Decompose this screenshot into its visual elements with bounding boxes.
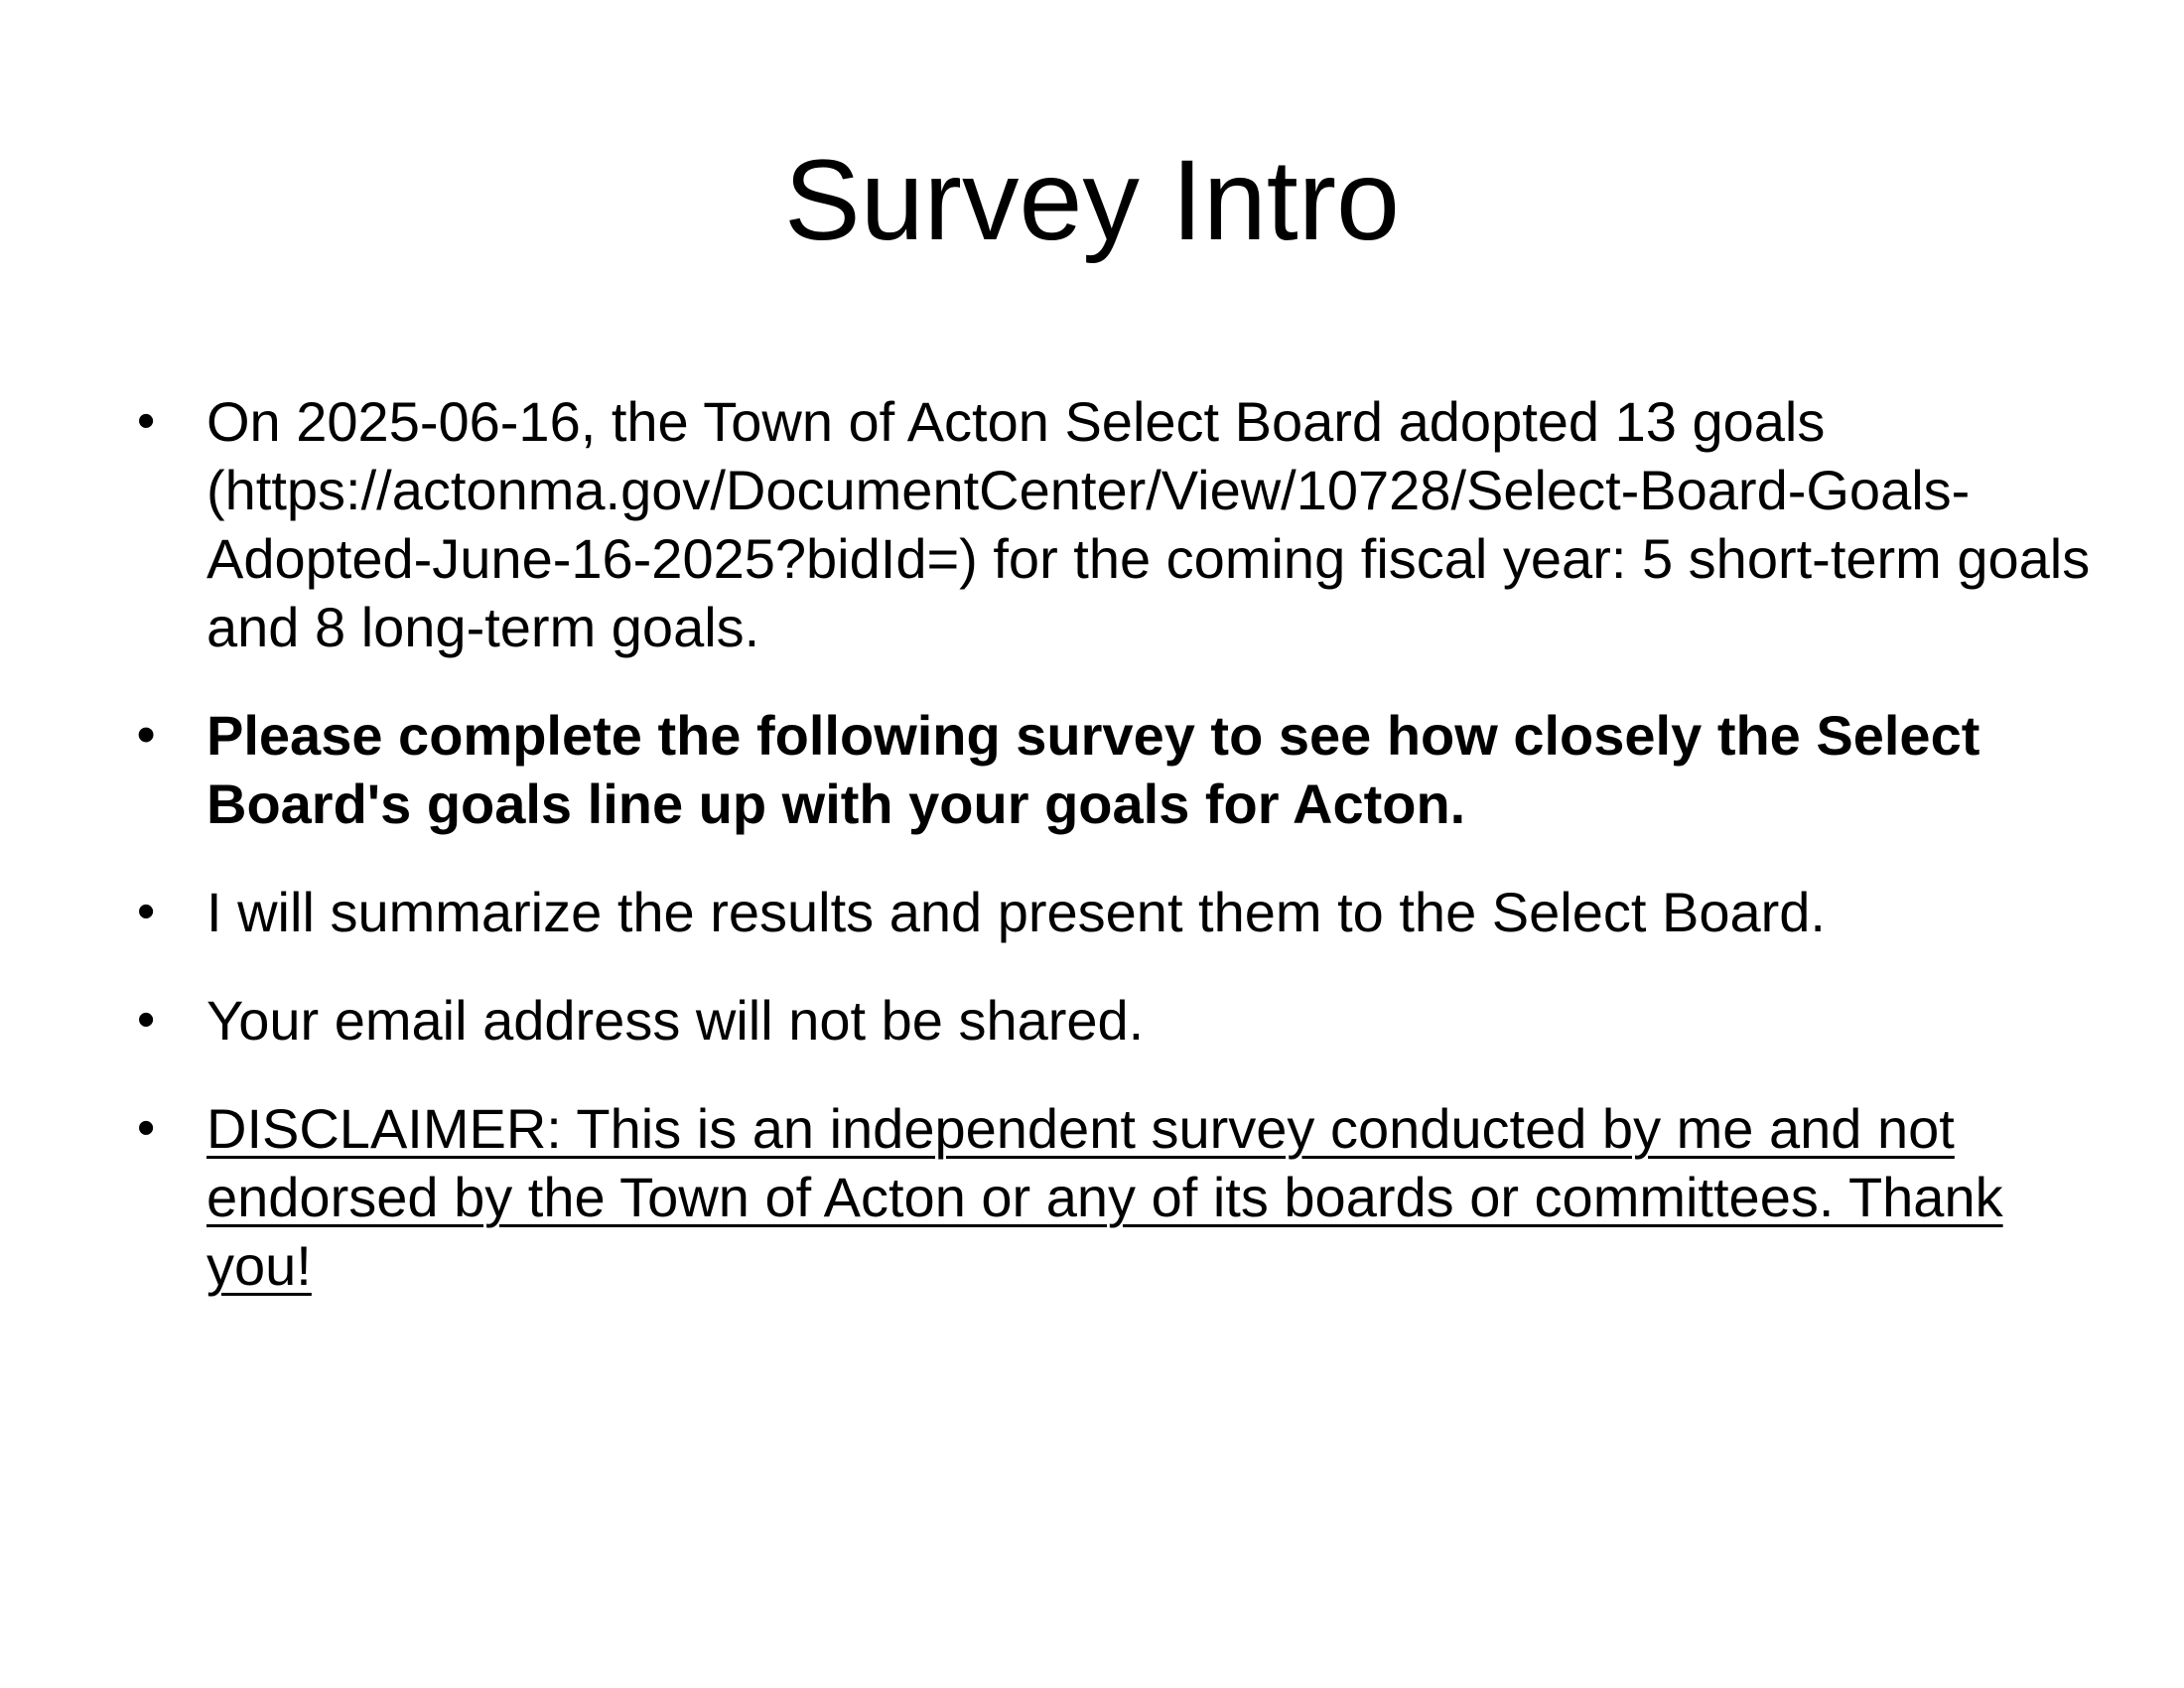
- bullet-list: [137, 387, 2103, 1339]
- disclaimer-text: DISCLAIMER: This is an independent survey conducted by me and not endorsed by the Town of Acton or any of its boards or committees. Thank you!: [206, 1097, 2003, 1297]
- bullet-text: I will summarize the results and present them to the Select Board.: [206, 881, 1826, 943]
- bullet-item-disclaimer: [137, 1094, 2103, 1300]
- bullet-icon: •: [137, 392, 156, 450]
- bullet-item-summarize: [137, 878, 2103, 946]
- bullet-icon: •: [137, 991, 156, 1049]
- bullet-icon: •: [137, 1099, 156, 1157]
- bullet-item-survey-request: [137, 701, 2103, 838]
- slide-title: Survey Intro: [784, 137, 1400, 264]
- bullet-item-email-privacy: [137, 986, 2103, 1055]
- bullet-text: Please complete the following survey to see how closely the Select Board's goals line up with your goals for Acton.: [206, 704, 1980, 835]
- bullet-item-adopted-goals: [137, 387, 2103, 661]
- bullet-text: On 2025-06-16, the Town of Acton Select Board adopted 13 goals (https://actonma.gov/DocumentCenter/View/10728/Select-Board-Goals-Adopted-June-16-2025?bidId=) for the coming fiscal year: 5 short-term goals and 8 long-term goals.: [206, 390, 2091, 658]
- bullet-text: Your email address will not be shared.: [206, 989, 1145, 1052]
- bullet-icon: •: [137, 706, 156, 764]
- bullet-icon: •: [137, 883, 156, 940]
